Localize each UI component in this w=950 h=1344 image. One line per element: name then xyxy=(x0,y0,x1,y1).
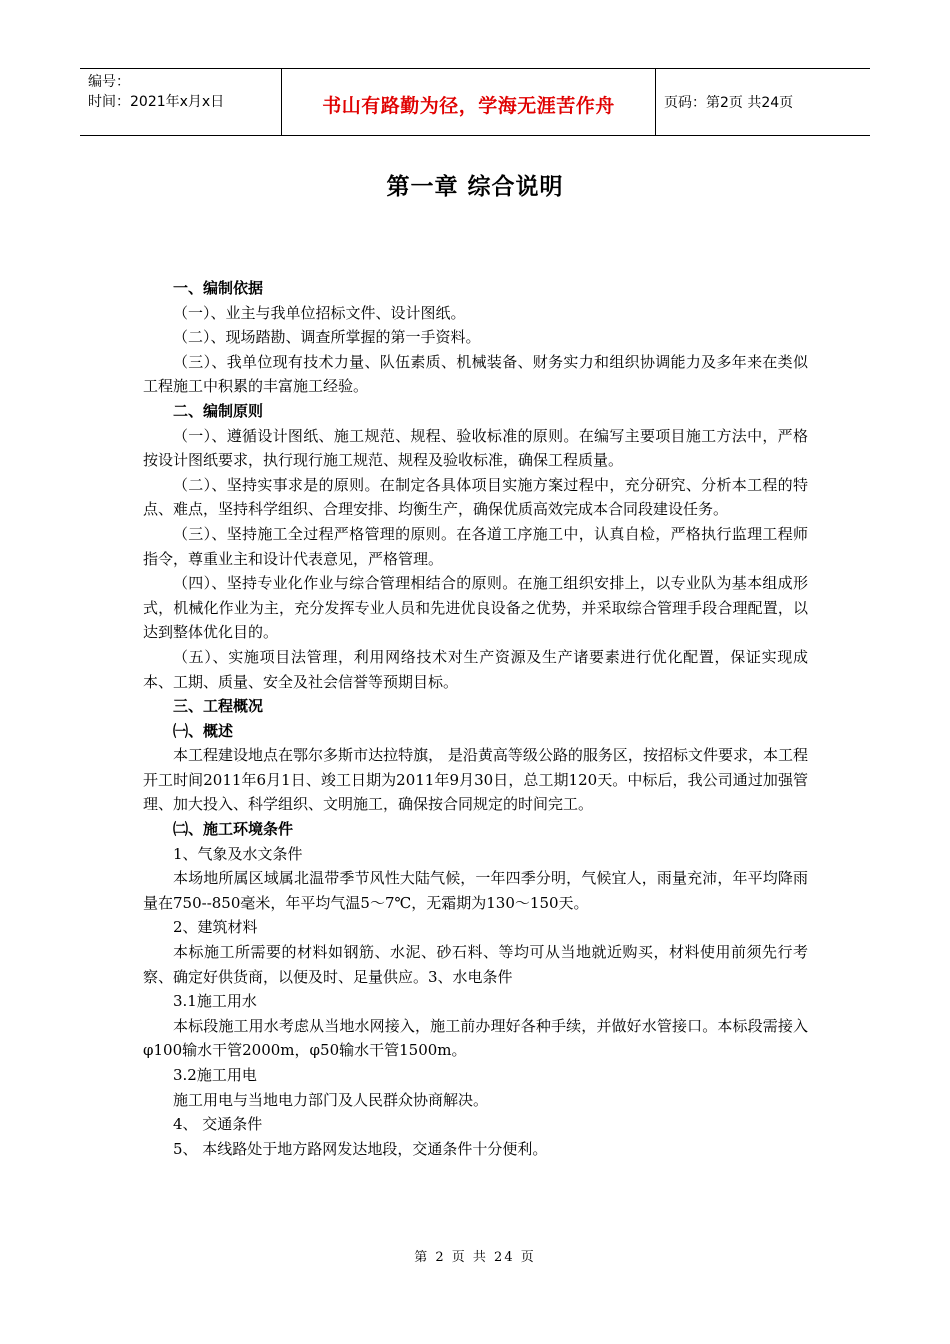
header-info xyxy=(80,69,281,135)
document-date: 时间：2021年x月x日 xyxy=(88,94,225,110)
subsection-heading: ㈡、施工环境条件 xyxy=(173,820,294,839)
document-number: 编号： xyxy=(88,74,130,90)
paragraph: 3.1施工用水 xyxy=(173,992,257,1011)
section-heading: 一、编制依据 xyxy=(173,279,264,297)
paragraph: （二）、坚持实事求是的原则。在制定各具体项目实施方案过程中，充分研究、分析本工程的特点、难点，坚持科学组织、合理安排、均衡生产，确保优质高效完成本合同段建设任务。 xyxy=(143,475,808,519)
paragraph: （四）、坚持专业化作业与综合管理相结合的原则。在施工组织安排上，以专业队为基本组成形式，机械化作业为主，充分发挥专业人员和先进优良设备之优势，并采取综合管理手段合理配置，以达到整体优化目的。 xyxy=(143,574,808,642)
paragraph: 本标段施工用水考虑从当地水网接入，施工前办理好各种手续，并做好水管接口。本标段需接入φ100输水干管2000m，φ50输水干管1500m。 xyxy=(143,1016,808,1060)
paragraph: （五）、实施项目法管理，利用网络技术对生产资源及生产诸要素进行优化配置，保证实现成本、工期、质量、安全及社会信誉等预期目标。 xyxy=(143,647,808,691)
paragraph: （二）、现场踏勘、调查所掌握的第一手资料。 xyxy=(173,328,481,347)
header-motto: 书山有路勤为径，学海无涯苦作舟 xyxy=(322,94,615,117)
paragraph: 2、建筑材料 xyxy=(173,918,258,937)
paragraph: （一）、业主与我单位招标文件、设计图纸。 xyxy=(173,303,466,322)
page-header xyxy=(80,68,870,136)
header-page-cell xyxy=(656,69,870,135)
subsection-heading: ㈠、概述 xyxy=(173,721,234,740)
paragraph: 4、 交通条件 xyxy=(173,1115,263,1134)
header-motto-cell xyxy=(281,69,656,135)
section-heading: 三、工程概况 xyxy=(173,697,264,716)
header-page-number: 页码：第2页 共24页 xyxy=(664,95,794,111)
paragraph: （三）、坚持施工全过程严格管理的原则。在各道工序施工中，认真自检，严格执行监理工程师指令，尊重业主和设计代表意见，严格管理。 xyxy=(143,524,808,568)
paragraph: 1、气象及水文条件 xyxy=(173,844,303,863)
paragraph: （三）、我单位现有技术力量、队伍素质、机械装备、财务实力和组织协调能力及多年来在类似工程施工中积累的丰富施工经验。 xyxy=(143,352,808,396)
paragraph: 本场地所属区域属北温带季节风性大陆气候，一年四季分明，气候宜人，雨量充沛，年平均降雨量在750--850毫米，年平均气温5～7℃，无霜期为130～150天。 xyxy=(143,869,808,912)
paragraph: （一）、遵循设计图纸、施工规范、规程、验收标准的原则。在编写主要项目施工方法中，严格按设计图纸要求，执行现行施工规范、规程及验收标准，确保工程质量。 xyxy=(143,426,808,470)
paragraph: 本标施工所需要的材料如钢筋、水泥、砂石料、等均可从当地就近购买，材料使用前须先行考察、确定好供货商，以便及时、足量供应。3、水电条件 xyxy=(143,943,808,986)
document-body xyxy=(143,276,808,1161)
paragraph: 施工用电与当地电力部门及人民群众协商解决。 xyxy=(173,1090,489,1109)
paragraph: 本工程建设地点在鄂尔多斯市达拉特旗， 是沿黄高等级公路的服务区，按招标文件要求，本工程开工时间2011年6月1日、竣工日期为2011年9月30日，总工期120天。中标后，我公司通过加强管理、加大投入、科学组织、文明施工，确保按合同规定的时间完工。 xyxy=(143,746,808,814)
paragraph: 5、 本线路处于地方路网发达地段，交通条件十分便利。 xyxy=(173,1139,548,1158)
paragraph: 3.2施工用电 xyxy=(173,1066,257,1084)
page-footer: 第 2 页 共 24 页 xyxy=(414,1250,536,1265)
section-heading: 二、编制原则 xyxy=(173,401,264,420)
chapter-title: 第一章 综合说明 xyxy=(386,174,564,200)
